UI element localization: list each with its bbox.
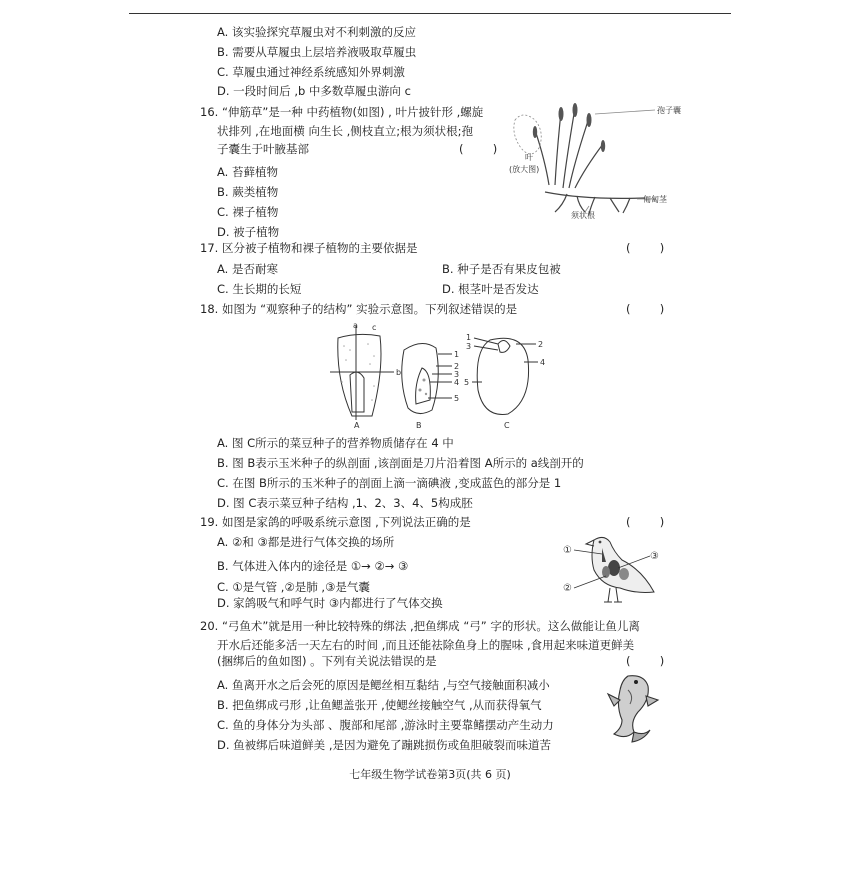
c-part-4: 4	[540, 358, 546, 367]
marker-3: ③	[650, 551, 659, 562]
q15-option-d: D. 一段时间后 ,b 中多数草履虫游向 c	[217, 84, 411, 98]
q19-option-c: C. ①是气管 ,②是肺 ,③是气囊	[217, 580, 370, 594]
b-part-3: 3	[454, 370, 460, 379]
roots-label: 须状根	[571, 211, 595, 220]
b-part-2: 2	[454, 362, 460, 371]
seed-structure-figure	[328, 320, 550, 430]
q16-option-b: B. 蕨类植物	[217, 185, 279, 199]
sporangium-label: 孢子囊	[657, 106, 681, 115]
q16-option-c: C. 裸子植物	[217, 205, 279, 219]
b-part-1: 1	[454, 350, 460, 359]
q19-stem: 19. 如图是家鸽的呼吸系统示意图 ,下列说法正确的是	[200, 515, 471, 529]
q17-option-c: C. 生长期的长短	[217, 282, 302, 296]
clubmoss-figure	[505, 100, 685, 220]
q19-option-d: D. 家鸽吸气和呼气时 ③内都进行了气体交换	[217, 596, 443, 610]
q15-option-c: C. 草履虫通过神经系统感知外界刺激	[217, 65, 405, 79]
pigeon-respiratory-figure	[562, 530, 662, 610]
leaf-zoom-label: (放大图)	[509, 165, 540, 174]
b-part-4: 4	[454, 378, 460, 387]
line-b-label: b	[396, 368, 402, 377]
page-footer: 七年级生物学试卷第3页(共 6 页)	[349, 768, 511, 781]
q17-option-d: D. 根茎叶是否发达	[442, 282, 539, 296]
figure-c-label: C	[504, 421, 510, 430]
q20-option-b: B. 把鱼绑成弓形 ,让鱼鳃盖张开 ,使鳃丝接触空气 ,从而获得氧气	[217, 698, 542, 712]
stolon-label: 匍匐茎	[643, 195, 667, 204]
leaf-label: 叶	[525, 153, 533, 162]
q19-answer-paren: ( )	[626, 515, 665, 529]
q18-option-c: C. 在图 B所示的玉米种子的剖面上滴一滴碘液 ,变成蓝色的部分是 1	[217, 476, 562, 490]
q18-option-b: B. 图 B表示玉米种子的纵剖面 ,该剖面是刀片沿着图 A所示的 a线剖开的	[217, 456, 584, 470]
q20-answer-paren: ( )	[626, 654, 665, 668]
q16-answer-paren: ( )	[459, 142, 498, 156]
line-a-label: a	[353, 321, 358, 330]
c-part-2: 2	[538, 340, 544, 349]
q20-option-a: A. 鱼离开水之后会死的原因是鳃丝相互黏结 ,与空气接触面积减小	[217, 678, 550, 692]
q16-option-a: A. 苔藓植物	[217, 165, 278, 179]
q16-stem-line-2: 状排列 ,在地面横 向生长 ,侧枝直立;根为须状根;孢	[217, 124, 474, 138]
c-part-3: 3	[466, 342, 472, 351]
q20-stem-line-1: 20. “弓鱼术”就是用一种比较特殊的绑法 ,把鱼绑成 “弓” 字的形状。这么做能让鱼儿离	[200, 619, 640, 633]
q19-option-a: A. ②和 ③都是进行气体交换的场所	[217, 535, 395, 549]
q20-stem-line-3: (捆绑后的鱼如图) 。下列有关说法错误的是	[217, 654, 437, 668]
marker-2: ②	[563, 583, 572, 594]
c-part-5: 5	[464, 378, 470, 387]
q18-option-d: D. 图 C表示菜豆种子结构 ,1、2、3、4、5构成胚	[217, 496, 473, 510]
q19-option-b: B. 气体进入体内的途径是 ①→ ②→ ③	[217, 559, 409, 573]
marker-1: ①	[563, 545, 572, 556]
q20-stem-line-2: 开水后还能多活一天左右的时间 ,而且还能祛除鱼身上的腥味 ,食用起来味道更鲜美	[217, 638, 635, 652]
q16-stem-line-1: 16. “伸筋草”是一种 中药植物(如图) , 叶片披针形 ,螺旋	[200, 105, 484, 119]
q18-option-a: A. 图 C所示的菜豆种子的营养物质储存在 4 中	[217, 436, 454, 450]
q17-stem: 17. 区分被子植物和裸子植物的主要依据是	[200, 241, 418, 255]
q20-option-c: C. 鱼的身体分为头部 、腹部和尾部 ,游泳时主要靠鳍摆动产生动力	[217, 718, 554, 732]
q17-option-b: B. 种子是否有果皮包被	[442, 262, 561, 276]
b-part-5: 5	[454, 394, 460, 403]
figure-b-label: B	[416, 421, 422, 430]
q15-option-b: B. 需要从草履虫上层培养液吸取草履虫	[217, 45, 417, 59]
bent-fish-figure	[600, 670, 662, 744]
header-rule	[129, 13, 731, 14]
figure-a-label: A	[354, 421, 360, 430]
q17-option-a: A. 是否耐寒	[217, 262, 278, 276]
q18-answer-paren: ( )	[626, 302, 665, 316]
q16-option-d: D. 被子植物	[217, 225, 280, 239]
q15-option-a: A. 该实验探究草履虫对不利刺激的反应	[217, 25, 416, 39]
q16-stem-line-3: 子囊生于叶腋基部	[217, 142, 309, 156]
q18-stem: 18. 如图为 “观察种子的结构” 实验示意图。下列叙述错误的是	[200, 302, 518, 316]
q17-answer-paren: ( )	[626, 241, 665, 255]
q20-option-d: D. 鱼被绑后味道鲜美 ,是因为避免了蹦跳损伤或鱼胆破裂而味道苦	[217, 738, 551, 752]
line-c-label: c	[372, 323, 377, 332]
c-part-1: 1	[466, 333, 472, 342]
